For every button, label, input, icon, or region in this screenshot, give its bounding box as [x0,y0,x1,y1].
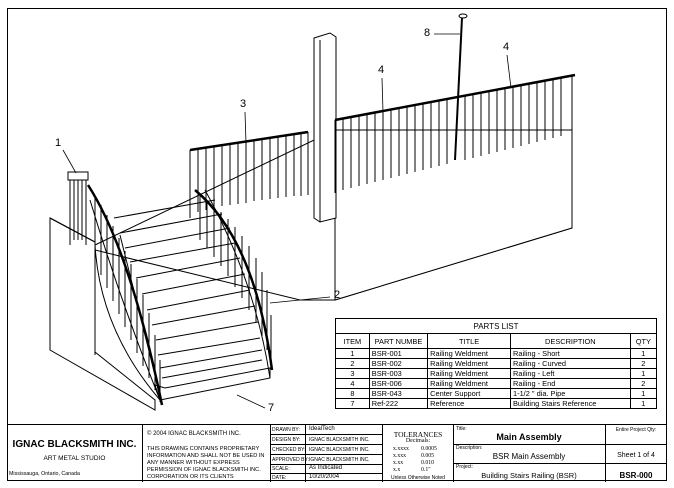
cell-item: 3 [336,369,370,379]
scale-label: SCALE: [272,466,290,472]
scale-value: As Indicated [309,465,343,471]
cell-description: Railing - Short [511,349,631,359]
description-label: Description: [456,445,483,451]
cell-description: Railing - Curved [511,359,631,369]
cell-qty: 2 [630,379,656,389]
title-block [7,424,667,481]
design-by-label: DESIGN BY: [272,437,301,443]
table-row [336,379,657,389]
cell-part-number: BSR-003 [369,369,427,379]
cell-qty: 1 [630,399,656,409]
design-by-value: IGNAC BLACKSMITH INC. [309,437,370,443]
project-name: Building Stairs Railing (BSR) [481,471,577,480]
cell-title: Center Support [428,389,511,399]
table-row [336,359,657,369]
approved-by-value: IGNAC BLACKSMITH INC. [309,457,370,463]
cell-part-number: BSR-006 [369,379,427,389]
cell-description: Building Stairs Reference [511,399,631,409]
header-part-number: PART NUMBE [369,334,427,349]
tol-format-4: x.x [393,467,401,473]
checked-by-value: IGNAC BLACKSMITH INC. [309,447,370,453]
cell-part-number: Ref-222 [369,399,427,409]
table-row [336,399,657,409]
tolerances-title: TOLERANCES [393,430,443,439]
callout-7: 7 [268,402,275,414]
drawn-by-label: DRAWN BY: [272,427,300,433]
cell-item: 4 [336,379,370,389]
tolerances-decimals: Decimals: [405,438,431,444]
studio-name: ART METAL STUDIO [43,455,106,462]
cell-title: Railing Weldment [428,359,511,369]
title-label: Title: [456,426,467,432]
cell-description: Railing - Left [511,369,631,379]
cell-item: 8 [336,389,370,399]
callout-2: 2 [334,289,341,301]
header-title: TITLE [428,334,511,349]
callout-8: 8 [424,27,431,39]
tol-format-1: x.xxxx [393,446,409,452]
parts-list-table [335,318,657,409]
header-description: DESCRIPTION [511,334,631,349]
company-name: IGNAC BLACKSMITH INC. [12,439,137,450]
table-row [336,369,657,379]
cell-part-number: BSR-002 [369,359,427,369]
header-qty: QTY [630,334,656,349]
tol-value-2: 0.005 [421,453,435,459]
tol-value-1: 0.0005 [421,446,437,452]
cell-description: Railing - End [511,379,631,389]
drawing-description: BSR Main Assembly [492,452,566,461]
cell-part-number: BSR-001 [369,349,427,359]
checked-by-label: CHECKED BY: [272,447,306,453]
cell-item: 2 [336,359,370,369]
cell-title: Railing Weldment [428,369,511,379]
drawn-by-value: IdealTech [309,426,335,432]
table-row [336,389,657,399]
cell-description: 1-1/2 " dia. Pipe [511,389,631,399]
callout-4a: 4 [378,64,385,76]
cell-qty: 2 [630,359,656,369]
cell-qty: 1 [630,389,656,399]
cell-title: Railing Weldment [428,349,511,359]
header-item: ITEM [336,334,370,349]
tol-format-2: x.xxx [393,453,407,459]
proprietary-notice: THIS DRAWING CONTAINS PROPRIETARY INFORMATION AND SHALL NOT BE USED IN ANY MANNER WITHOUT EXPRESS PERMISSION OF IGNAC BLACKSMITH INC. CORPORATION OR ITS CLIENTS [147,446,265,480]
cell-title: Reference [428,399,511,409]
date-label: DATE: [272,475,287,481]
parts-list-header-row [336,334,657,349]
tol-value-4: 0.1" [421,467,431,473]
table-row [336,349,657,359]
entire-project-qty: Entire Project Qty: [615,427,657,433]
approved-by-label: APPROVED BY: [272,457,309,463]
sheet-number: Sheet 1 of 4 [617,452,655,459]
cell-qty: 1 [630,369,656,379]
parts-list-title: PARTS LIST [336,319,657,334]
tol-format-3: x.xx [393,460,404,466]
cell-item: 7 [336,399,370,409]
drawing-title: Main Assembly [496,432,562,442]
unless-noted: Unless Otherwise Noted [391,475,445,481]
tol-value-3: 0.010 [421,460,435,466]
callout-3: 3 [240,98,247,110]
cell-title: Railing Weldment [428,379,511,389]
callout-4b: 4 [503,41,510,53]
cell-qty: 1 [630,349,656,359]
company-location: Mississauga, Ontario, Canada [9,471,80,477]
platform-wall [335,130,572,300]
cell-part-number: BSR-043 [369,389,427,399]
drawing-number: BSR-000 [619,471,653,480]
project-label: Project: [456,464,473,470]
date-value: 10/20/2004 [309,474,340,480]
callout-1: 1 [55,137,62,149]
cell-item: 1 [336,349,370,359]
column [314,33,336,222]
copyright: © 2004 IGNAC BLACKSMITH INC. [147,431,241,437]
